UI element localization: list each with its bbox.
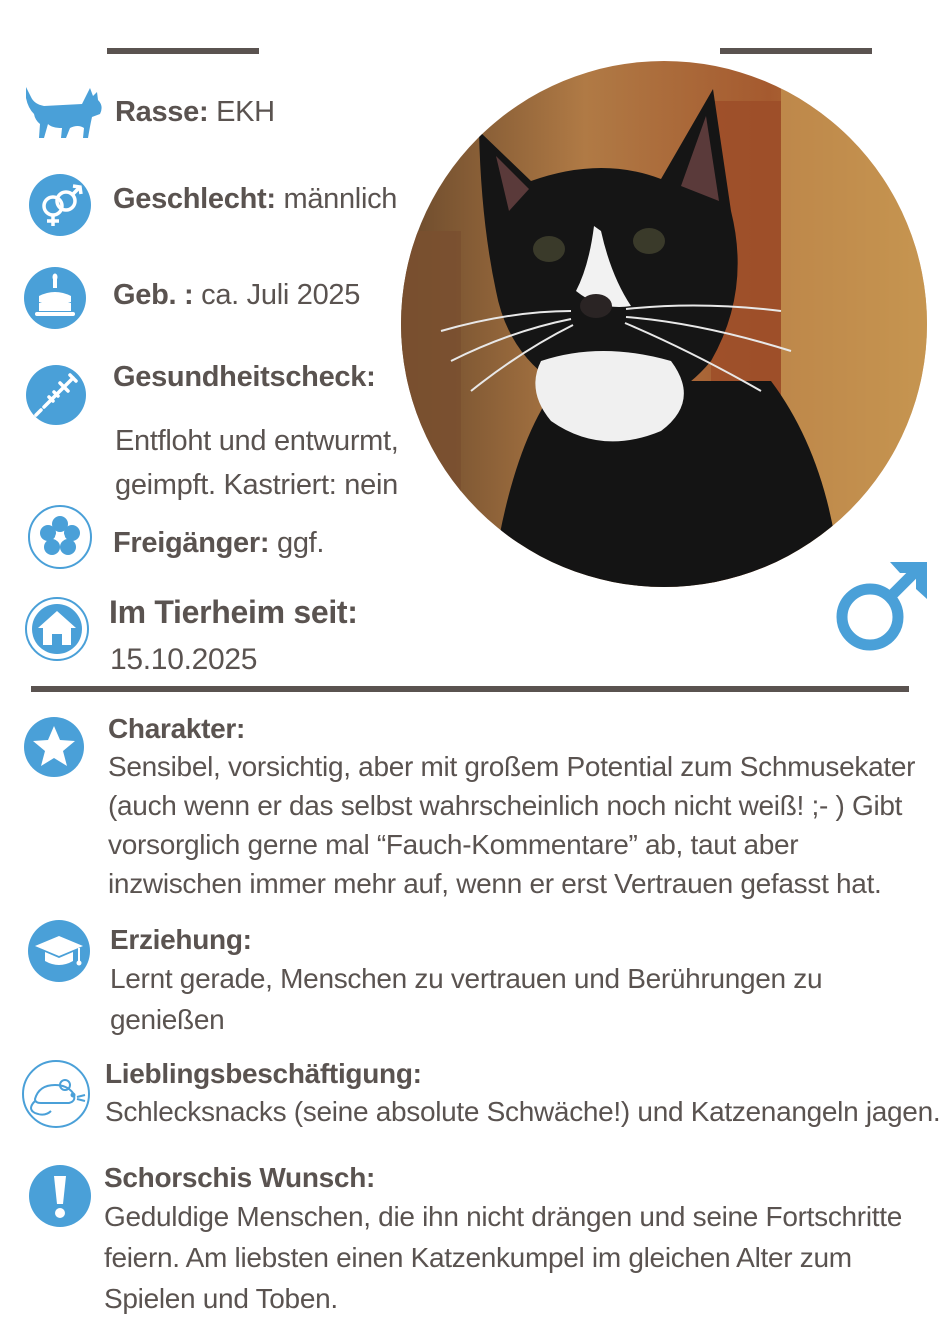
tierheim-value: 15.10.2025	[110, 643, 258, 676]
rasse-value: EKH	[216, 96, 275, 128]
geb-label: Geb. :	[113, 279, 194, 311]
wunsch-line: feiern. Am liebsten einen Katzenkumpel im gleichen Alter zum	[104, 1242, 852, 1273]
top-left-bar	[107, 48, 259, 54]
house-icon	[24, 596, 90, 667]
charakter-title: Charakter:	[108, 713, 246, 744]
gesundheit-text	[115, 419, 399, 507]
erziehung-line: Lernt gerade, Menschen zu vertrauen und Berührungen zu	[110, 963, 823, 994]
freigaenger-row	[113, 527, 324, 560]
charakter-line: vorsorglich gerne mal “Fauch-Kommentare” ab, taut aber	[108, 829, 799, 860]
gesundheit-label: Gesundheitscheck:	[113, 361, 376, 393]
cat-icon	[22, 84, 106, 149]
gender-icon	[28, 173, 92, 242]
lieblings-section	[105, 1056, 940, 1131]
charakter-line: Sensibel, vorsichtig, aber mit großem Potential zum Schmusekater	[108, 751, 916, 782]
star-icon	[23, 716, 85, 783]
wunsch-section	[104, 1160, 902, 1319]
exclamation-icon	[28, 1164, 92, 1233]
wunsch-line: Spielen und Toben.	[104, 1283, 338, 1314]
tierheim-label: Im Tierheim seit:	[109, 594, 358, 630]
charakter-line: inzwischen immer mehr auf, wenn er erst Vertrauen gefasst hat.	[108, 868, 882, 899]
wunsch-line: Geduldige Menschen, die ihn nicht drängen und seine Fortschritte	[104, 1201, 902, 1232]
geschlecht-value: männlich	[283, 183, 398, 215]
erziehung-title: Erziehung:	[110, 924, 252, 955]
geschlecht-label: Geschlecht:	[113, 183, 276, 215]
syringe-icon	[25, 364, 87, 431]
geb-row	[113, 279, 360, 312]
gesundheit-line2: geimpft. Kastriert: nein	[115, 469, 398, 501]
freigaenger-value: ggf.	[277, 527, 325, 559]
gesundheit-line1: Entfloht und entwurmt,	[115, 425, 399, 457]
charakter-section	[108, 711, 915, 903]
erziehung-line: genießen	[110, 1004, 225, 1035]
graduation-cap-icon	[27, 919, 91, 988]
lieblings-title: Lieblingsbeschäftigung:	[105, 1058, 422, 1089]
cat-photo	[401, 61, 927, 587]
freigaenger-label: Freigänger:	[113, 527, 270, 559]
flower-icon	[27, 504, 93, 575]
section-divider	[31, 686, 909, 692]
charakter-line: (auch wenn er das selbst wahrscheinlich noch nicht weiß! ;- ) Gibt	[108, 790, 903, 821]
geschlecht-row	[113, 183, 397, 216]
lieblings-line: Schlecksnacks (seine absolute Schwäche!) und Katzenangeln jagen.	[105, 1096, 941, 1127]
birthday-cake-icon	[23, 266, 87, 335]
rasse-row	[115, 96, 275, 129]
geb-value: ca. Juli 2025	[201, 279, 361, 311]
wunsch-title: Schorschis Wunsch:	[104, 1162, 376, 1193]
mouse-toy-icon	[21, 1059, 91, 1134]
rasse-label: Rasse:	[115, 96, 209, 128]
male-symbol-icon	[832, 557, 932, 662]
erziehung-section	[110, 922, 822, 1040]
top-right-bar	[720, 48, 872, 54]
